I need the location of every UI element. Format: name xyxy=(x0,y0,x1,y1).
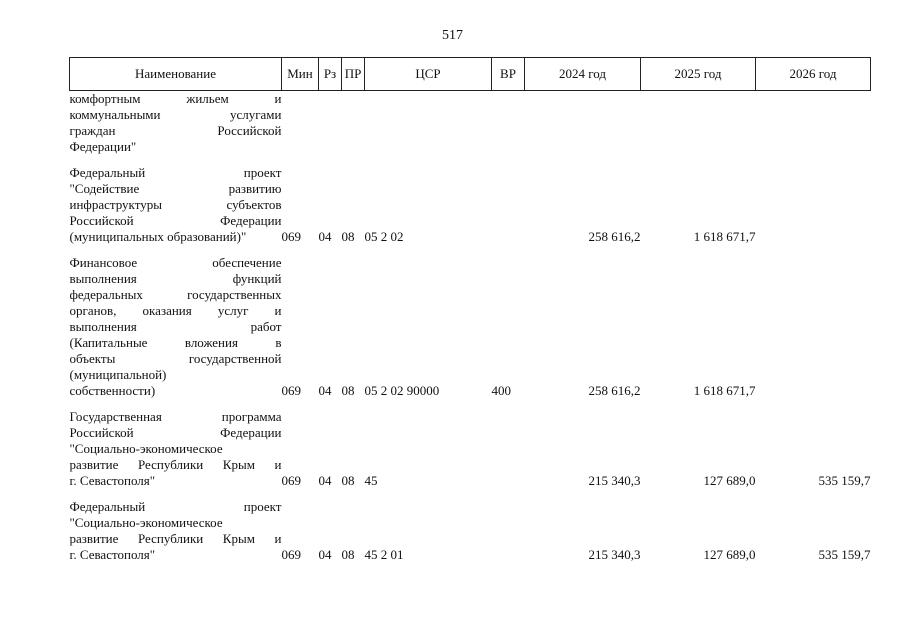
cell-csr xyxy=(365,91,492,156)
row-spacer xyxy=(70,245,871,255)
cell-pr: 08 xyxy=(341,547,355,562)
row-name xyxy=(70,165,282,245)
cell-y2026 xyxy=(756,165,871,245)
row-name xyxy=(70,409,282,489)
row-name-line: (муниципальных образований)" xyxy=(69,229,247,244)
cell-min: 069 xyxy=(281,473,301,488)
header-pr: ПР xyxy=(342,58,365,91)
cell-y2024 xyxy=(525,91,641,156)
row-name-line: граждан Российской xyxy=(69,123,282,138)
row-name-line: (Капитальные вложения в xyxy=(69,335,282,350)
cell-vr: 400 xyxy=(491,383,511,398)
row-name-line: "Содействие развитию xyxy=(69,181,282,196)
cell-pr: 08 xyxy=(341,383,355,398)
budget-table xyxy=(69,57,871,563)
row-name-line: Федерации" xyxy=(69,139,137,154)
row-name-line: Российской Федерации xyxy=(69,213,282,228)
cell-pr: 08 xyxy=(341,473,355,488)
row-name-line: комфортным жильем и xyxy=(69,91,282,106)
cell-min xyxy=(282,91,319,156)
row-name-line: выполнения работ xyxy=(69,319,282,334)
cell-y2026: 535 159,7 xyxy=(818,547,871,562)
cell-y2025: 127 689,0 xyxy=(703,547,756,562)
table-row xyxy=(70,255,871,399)
cell-y2024: 258 616,2 xyxy=(588,229,641,244)
cell-rz xyxy=(319,91,342,156)
header-2024: 2024 год xyxy=(525,58,641,91)
cell-min: 069 xyxy=(281,547,301,562)
cell-pr xyxy=(342,91,365,156)
row-name-line: выполнения функций xyxy=(69,271,282,286)
row-spacer xyxy=(70,489,871,499)
row-name-line: собственности) xyxy=(69,383,156,398)
row-name-line: Федеральный проект xyxy=(69,165,282,180)
row-name-line: федеральных государственных xyxy=(69,287,282,302)
row-name-line: объекты государственной xyxy=(69,351,282,366)
row-name xyxy=(70,255,282,399)
header-2026: 2026 год xyxy=(756,58,871,91)
cell-csr: 05 2 02 xyxy=(364,229,404,244)
cell-y2025: 1 618 671,7 xyxy=(693,229,756,244)
cell-y2024: 258 616,2 xyxy=(588,383,641,398)
table-row xyxy=(70,165,871,245)
cell-min: 069 xyxy=(281,229,301,244)
cell-y2026: 535 159,7 xyxy=(818,473,871,488)
cell-rz: 04 xyxy=(318,473,332,488)
cell-vr xyxy=(492,409,525,489)
row-name-line: "Социально-экономическое xyxy=(69,441,223,456)
table-row xyxy=(70,499,871,563)
cell-y2025: 127 689,0 xyxy=(703,473,756,488)
cell-y2025 xyxy=(641,91,756,156)
row-name-line: Финансовое обеспечение xyxy=(69,255,282,270)
row-name-line: коммунальными услугами xyxy=(69,107,282,122)
cell-vr xyxy=(492,91,525,156)
row-name-line: г. Севастополя" xyxy=(69,473,156,488)
header-2025: 2025 год xyxy=(641,58,756,91)
cell-rz: 04 xyxy=(318,229,332,244)
cell-rz: 04 xyxy=(318,383,332,398)
cell-y2024: 215 340,3 xyxy=(588,473,641,488)
cell-pr: 08 xyxy=(341,229,355,244)
header-csr: ЦСР xyxy=(365,58,492,91)
cell-rz: 04 xyxy=(318,547,332,562)
row-name-line: развитие Республики Крым и xyxy=(69,531,282,546)
header-rz: Рз xyxy=(319,58,342,91)
row-name-line: "Социально-экономическое xyxy=(69,515,223,530)
header-min: Мин xyxy=(282,58,319,91)
cell-csr: 45 xyxy=(364,473,378,488)
cell-min: 069 xyxy=(281,383,301,398)
row-name-line: инфраструктуры субъектов xyxy=(69,197,282,212)
table-row xyxy=(70,409,871,489)
table-header xyxy=(70,58,871,91)
row-name xyxy=(70,91,282,156)
cell-vr xyxy=(492,499,525,563)
row-name-line: Российской Федерации xyxy=(69,425,282,440)
cell-y2026 xyxy=(756,255,871,399)
cell-y2025: 1 618 671,7 xyxy=(693,383,756,398)
row-name-line: органов, оказания услуг и xyxy=(69,303,282,318)
page-number: 517 xyxy=(442,28,463,43)
row-name-line: г. Севастополя" xyxy=(69,547,156,562)
cell-y2024: 215 340,3 xyxy=(588,547,641,562)
row-name-line: (муниципальной) xyxy=(69,367,167,382)
row-name-line: развитие Республики Крым и xyxy=(69,457,282,472)
row-spacer xyxy=(70,155,871,165)
cell-y2026 xyxy=(756,91,871,156)
row-name-line: Государственная программа xyxy=(69,409,282,424)
row-spacer xyxy=(70,399,871,409)
header-vr: ВР xyxy=(492,58,525,91)
cell-csr: 45 2 01 xyxy=(364,547,404,562)
table-row xyxy=(70,91,871,156)
table-body xyxy=(70,91,871,564)
row-name-line: Федеральный проект xyxy=(69,499,282,514)
header-name: Наименование xyxy=(70,58,282,91)
cell-csr: 05 2 02 90000 xyxy=(364,383,440,398)
row-name xyxy=(70,499,282,563)
cell-vr xyxy=(492,165,525,245)
